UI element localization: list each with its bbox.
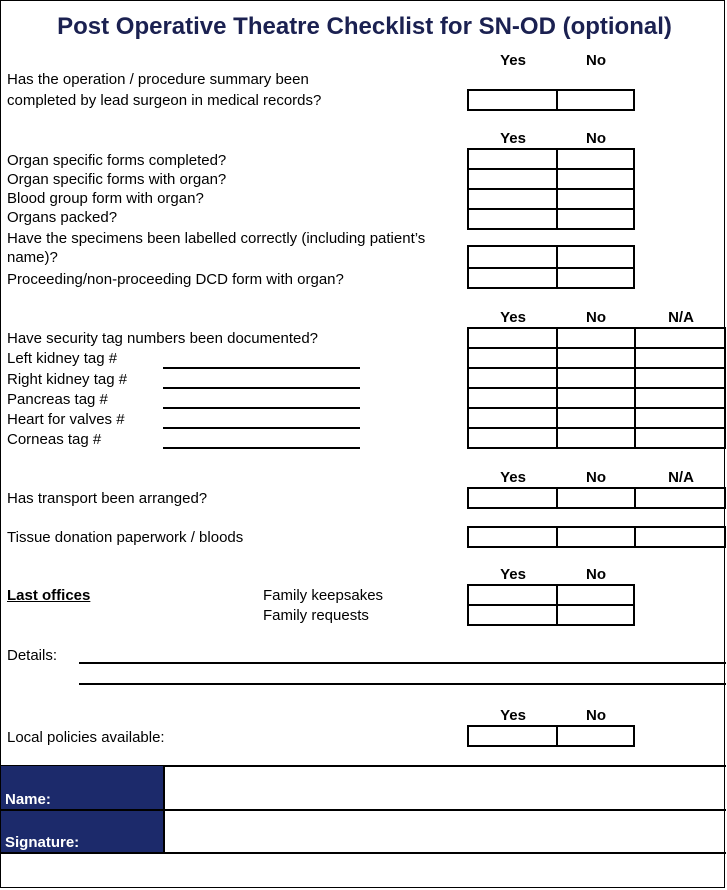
tag-grid-cell[interactable] (467, 407, 558, 429)
procedure-summary-question-cont: completed by lead surgeon in medical records? (7, 92, 322, 109)
footer-divider (1, 852, 726, 854)
no-header: No (586, 707, 606, 724)
last-offices-heading: Last offices (7, 587, 91, 604)
family-keepsakes-label: Family keepsakes (263, 587, 384, 604)
blood-group-form-no-box[interactable] (556, 188, 635, 210)
local-policies-question: Local policies available: (7, 729, 165, 746)
no-header: No (586, 469, 606, 486)
family-keepsakes-no-box[interactable] (556, 584, 635, 606)
family-requests-no-box[interactable] (556, 604, 635, 626)
procedure-summary-no-box[interactable] (556, 89, 635, 111)
transport-no-box[interactable] (556, 487, 636, 509)
tag-grid-cell[interactable] (556, 347, 636, 369)
tag-grid-cell[interactable] (634, 407, 726, 429)
signature-label-text: Signature: (5, 834, 80, 851)
name-field[interactable] (165, 767, 726, 809)
tag-grid-cell[interactable] (467, 347, 558, 369)
yes-header: Yes (500, 52, 526, 69)
no-header: No (586, 309, 606, 326)
family-requests-yes-box[interactable] (467, 604, 558, 626)
organs-packed-question: Organs packed? (7, 209, 118, 226)
family-keepsakes-yes-box[interactable] (467, 584, 558, 606)
transport-na-box[interactable] (634, 487, 726, 509)
details-line-2[interactable] (79, 683, 726, 685)
left-kidney-tag-label: Left kidney tag # (7, 350, 118, 367)
na-header: N/A (668, 309, 694, 326)
blood-group-form-yes-box[interactable] (467, 188, 558, 210)
transport-question: Has transport been arranged? (7, 490, 208, 507)
specimens-labelled-question: Have the specimens been labelled correctly (including patient’s (7, 230, 426, 247)
yes-header: Yes (500, 707, 526, 724)
heart-valves-tag-line[interactable] (163, 427, 360, 429)
tag-grid-cell[interactable] (634, 387, 726, 409)
yes-header: Yes (500, 130, 526, 147)
right-kidney-tag-line[interactable] (163, 387, 360, 389)
no-header: No (586, 130, 606, 147)
procedure-summary-yes-box[interactable] (467, 89, 558, 111)
pancreas-tag-label: Pancreas tag # (7, 391, 108, 408)
signature-field[interactable] (165, 811, 726, 852)
family-requests-label: Family requests (263, 607, 369, 624)
pancreas-tag-line[interactable] (163, 407, 360, 409)
tag-grid-cell[interactable] (556, 427, 636, 449)
no-header: No (586, 566, 606, 583)
tag-grid-cell[interactable] (634, 327, 726, 349)
corneas-tag-line[interactable] (163, 447, 360, 449)
left-kidney-tag-line[interactable] (163, 367, 360, 369)
tag-grid-cell[interactable] (556, 367, 636, 389)
na-header: N/A (668, 469, 694, 486)
organ-forms-completed-question: Organ specific forms completed? (7, 152, 227, 169)
organ-forms-with-organ-question: Organ specific forms with organ? (7, 171, 227, 188)
tissue-paperwork-question: Tissue donation paperwork / bloods (7, 529, 244, 546)
tissue-paperwork-yes-box[interactable] (467, 526, 558, 548)
blood-group-form-question: Blood group form with organ? (7, 190, 204, 207)
no-header: No (586, 52, 606, 69)
tag-grid-cell[interactable] (467, 367, 558, 389)
organs-packed-yes-box[interactable] (467, 208, 558, 230)
transport-yes-box[interactable] (467, 487, 558, 509)
tissue-paperwork-na-box[interactable] (634, 526, 726, 548)
tag-grid-cell[interactable] (467, 427, 558, 449)
name-label (1, 766, 163, 810)
specimens-labelled-question-cont: name)? (7, 249, 58, 266)
tissue-paperwork-no-box[interactable] (556, 526, 636, 548)
procedure-summary-question: Has the operation / procedure summary been (7, 71, 309, 88)
local-policies-yes-box[interactable] (467, 725, 558, 747)
yes-header: Yes (500, 469, 526, 486)
local-policies-no-box[interactable] (556, 725, 635, 747)
corneas-tag-label: Corneas tag # (7, 431, 102, 448)
organ-forms-completed-yes-box[interactable] (467, 148, 558, 170)
tag-grid-cell[interactable] (556, 407, 636, 429)
page-title: Post Operative Theatre Checklist for SN-OD (optional) (57, 13, 672, 40)
tag-grid-cell[interactable] (634, 367, 726, 389)
tag-grid-cell[interactable] (467, 387, 558, 409)
name-label-text: Name: (5, 791, 51, 808)
dcd-form-no-box[interactable] (556, 267, 635, 289)
dcd-form-question: Proceeding/non-proceeding DCD form with organ? (7, 271, 344, 288)
tag-grid-cell[interactable] (634, 427, 726, 449)
tag-grid-cell[interactable] (556, 387, 636, 409)
organs-packed-no-box[interactable] (556, 208, 635, 230)
tag-grid-cell[interactable] (556, 327, 636, 349)
organ-forms-with-organ-no-box[interactable] (556, 168, 635, 190)
tag-grid-cell[interactable] (634, 347, 726, 369)
dcd-form-yes-box[interactable] (467, 267, 558, 289)
organ-forms-completed-no-box[interactable] (556, 148, 635, 170)
heart-valves-tag-label: Heart for valves # (7, 411, 125, 428)
yes-header: Yes (500, 309, 526, 326)
right-kidney-tag-label: Right kidney tag # (7, 371, 128, 388)
specimens-labelled-yes-box[interactable] (467, 245, 558, 269)
security-tags-question: Have security tag numbers been documented? (7, 330, 319, 347)
specimens-labelled-no-box[interactable] (556, 245, 635, 269)
tag-grid-cell[interactable] (467, 327, 558, 349)
details-label: Details: (7, 647, 58, 664)
organ-forms-with-organ-yes-box[interactable] (467, 168, 558, 190)
yes-header: Yes (500, 566, 526, 583)
signature-label (1, 811, 163, 853)
details-line-1[interactable] (79, 662, 726, 664)
